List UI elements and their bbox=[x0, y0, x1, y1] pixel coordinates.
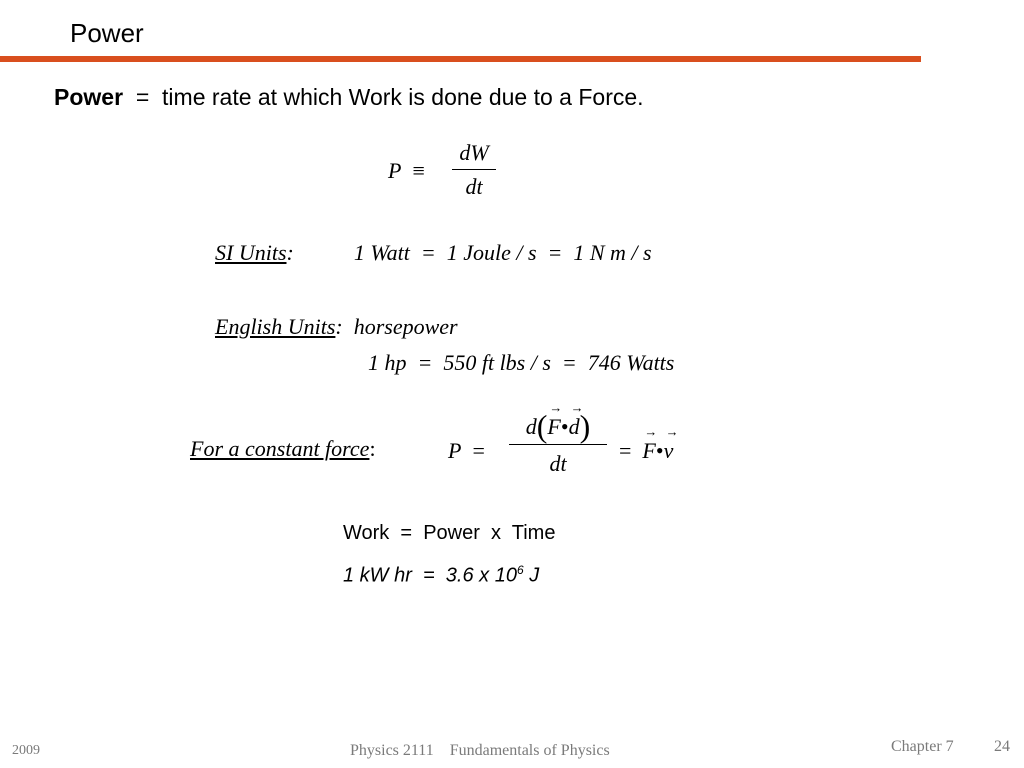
horsepower-conversion: 1 hp = 550 ft lbs / s = 746 Watts bbox=[368, 350, 675, 375]
title-divider bbox=[0, 56, 921, 62]
english-units-label: English Units bbox=[215, 314, 336, 339]
eq2-velocity-vector: → v bbox=[664, 438, 674, 464]
eq2-force-vector: → F bbox=[547, 414, 560, 440]
kwh-unit: J bbox=[523, 564, 540, 587]
eq2-left-paren: ( bbox=[536, 408, 548, 444]
si-units-label: SI Units bbox=[215, 240, 287, 265]
eq2-num-d: d bbox=[525, 414, 537, 439]
power-definition bbox=[54, 84, 644, 111]
eq1-numerator: dW bbox=[459, 140, 489, 165]
eq2-equals-2: = bbox=[619, 438, 632, 463]
eq2-numerator bbox=[509, 405, 607, 442]
kwh-base: 1 kW hr = 3.6 x 10 bbox=[343, 564, 517, 587]
power-definition-equation bbox=[388, 140, 508, 210]
eq2-dot: • bbox=[560, 414, 569, 439]
eq2-denominator: dt bbox=[549, 451, 567, 476]
constant-force-label-line bbox=[190, 436, 376, 462]
eq2-rhs-force-vector: → F bbox=[642, 438, 655, 464]
eq2-fraction-bar bbox=[509, 444, 607, 445]
eq2-right-paren: ) bbox=[579, 408, 591, 444]
english-units-text: horsepower bbox=[353, 314, 458, 339]
eq2-equals: = bbox=[472, 438, 485, 463]
definition-text: time rate at which Work is done due to a Force. bbox=[162, 84, 644, 110]
footer-year: 2009 bbox=[12, 743, 40, 758]
constant-force-label: For a constant force bbox=[190, 436, 370, 461]
si-units-line bbox=[215, 240, 652, 266]
si-units-text: 1 Watt = 1 Joule / s = 1 N m / s bbox=[353, 240, 652, 265]
english-units-colon: : bbox=[335, 314, 343, 339]
eq2-rhs-dot: • bbox=[655, 438, 664, 463]
kwh-conversion bbox=[343, 563, 539, 588]
constant-force-equation bbox=[445, 405, 725, 490]
definition-equals: = bbox=[135, 84, 150, 110]
definition-term: Power bbox=[54, 84, 124, 110]
english-units-line bbox=[215, 314, 458, 340]
eq1-lhs: P bbox=[388, 158, 402, 183]
eq1-identity-symbol: ≡ bbox=[412, 158, 425, 183]
eq1-fraction-bar bbox=[452, 169, 496, 170]
eq2-lhs: P bbox=[448, 438, 462, 463]
footer-page-number: 24 bbox=[994, 738, 1010, 755]
eq1-denominator: dt bbox=[465, 174, 483, 199]
eq2-fraction bbox=[509, 405, 607, 477]
slide-title: Power bbox=[70, 18, 144, 48]
eq2-displacement-vector: → d bbox=[569, 414, 580, 440]
footer-chapter: Chapter 7 bbox=[891, 738, 954, 755]
work-relation: Work = Power x Time bbox=[343, 522, 556, 544]
kwh-exponent: 6 bbox=[516, 563, 524, 577]
eq1-fraction bbox=[452, 140, 496, 200]
si-units-colon: : bbox=[286, 240, 294, 265]
footer-course: Physics 2111 Fundamentals of Physics bbox=[350, 742, 610, 759]
constant-force-colon: : bbox=[369, 436, 376, 461]
